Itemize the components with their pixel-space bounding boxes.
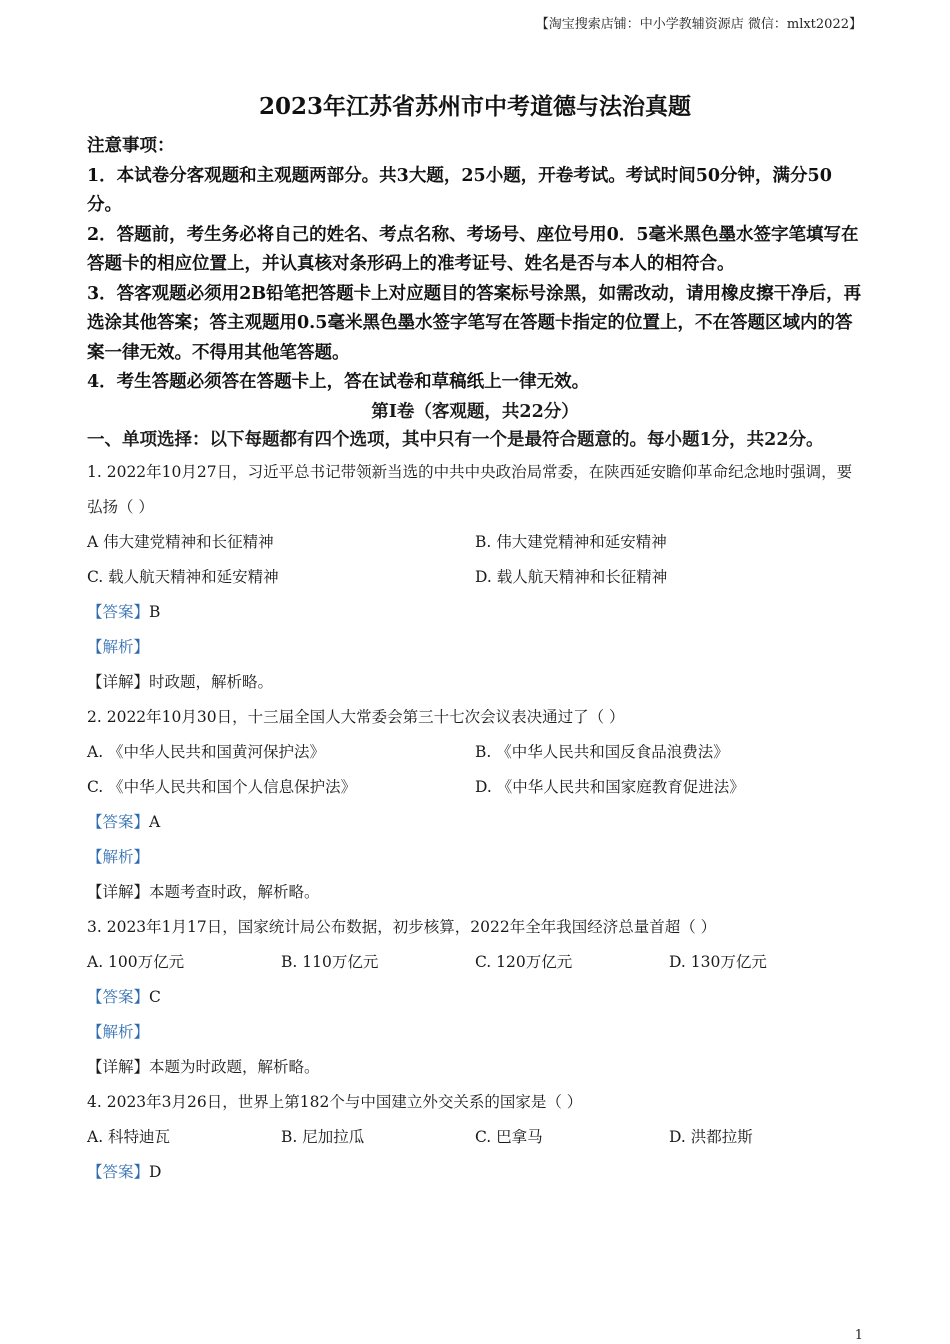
analysis-label: 【解析】 xyxy=(87,1022,150,1041)
question-options xyxy=(87,1120,863,1155)
option-d: D. 《中华人民共和国家庭教育促进法》 xyxy=(475,777,745,796)
document-body xyxy=(87,132,863,1190)
option-c: C. 巴拿马 xyxy=(475,1127,543,1146)
notice-heading: 注意事项： xyxy=(87,136,175,156)
detail-line xyxy=(87,665,863,700)
analysis-line xyxy=(87,630,863,665)
question-options xyxy=(87,735,863,805)
answer-value: A xyxy=(149,812,161,831)
detail-label: 【详解】 xyxy=(87,882,150,901)
question-options xyxy=(87,525,863,595)
notice-item: 1．本试卷分客观题和主观题两部分。共3大题，25小题，开卷考试。考试时间50分钟，满分50分。 xyxy=(87,165,832,215)
option-d: D. 130万亿元 xyxy=(669,952,767,971)
part-title: 第I卷（客观题，共22分） xyxy=(371,401,579,422)
option-c: C. 《中华人民共和国个人信息保护法》 xyxy=(87,777,357,796)
notice-item: 3．答客观题必须用2B铅笔把答题卡上对应题目的答案标号涂黑，如需改动，请用橡皮擦干净后，再选涂其他答案；答主观题用0.5毫米黑色墨水签字笔写在答题卡指定的位置上，不在答题区域内的答案一律无效。不得用其他笔答题。 xyxy=(87,283,862,363)
option-a: A. 100万亿元 xyxy=(87,952,185,971)
detail-text: 时政题，解析略。 xyxy=(149,672,274,691)
notice-item: 2．答题前，考生务必将自己的姓名、考点名称、考场号、座位号用0．5毫米黑色墨水签字笔填写在答题卡的相应位置上，并认真核对条形码上的准考证号、姓名是否与本人的相符合。 xyxy=(87,224,859,274)
detail-text: 本题考查时政，解析略。 xyxy=(149,882,320,901)
header-note: 【淘宝搜索店铺：中小学教辅资源店 微信：mlxt2022】 xyxy=(535,17,862,32)
answer-label: 【答案】 xyxy=(87,1162,150,1181)
question-stem: 2. 2022年10月30日，十三届全国人大常委会第三十七次会议表决通过了（ ） xyxy=(87,707,625,726)
notice-item: 4．考生答题必须答在答题卡上，答在试卷和草稿纸上一律无效。 xyxy=(87,372,590,392)
question-stem: 4. 2023年3月26日，世界上第182个与中国建立外交关系的国家是（ ） xyxy=(87,1092,583,1111)
question-stem: 1. 2022年10月27日，习近平总书记带领新当选的中共中央政治局常委，在陕西延安瞻仰革命纪念地时强调，要弘扬（ ） xyxy=(87,462,853,516)
option-c: C. 120万亿元 xyxy=(475,952,573,971)
answer-value: B xyxy=(149,602,161,621)
analysis-label: 【解析】 xyxy=(87,637,150,656)
detail-text: 本题为时政题，解析略。 xyxy=(149,1057,320,1076)
page-number: 1 xyxy=(854,1328,863,1343)
section-title: 一、单项选择：以下每题都有四个选项，其中只有一个是最符合题意的。每小题1分，共22分。 xyxy=(87,429,824,450)
answer-line xyxy=(87,980,863,1015)
detail-line xyxy=(87,1050,863,1085)
option-d: D. 洪都拉斯 xyxy=(669,1127,753,1146)
answer-value: D xyxy=(149,1162,162,1181)
option-b: B. 110万亿元 xyxy=(281,952,379,971)
detail-line xyxy=(87,875,863,910)
analysis-line xyxy=(87,840,863,875)
page-title: 2023年江苏省苏州市中考道德与法治真题 xyxy=(258,93,691,120)
option-a: A 伟大建党精神和长征精神 xyxy=(87,532,274,551)
answer-label: 【答案】 xyxy=(87,602,150,621)
detail-label: 【详解】 xyxy=(87,1057,150,1076)
question-options xyxy=(87,945,863,980)
analysis-line xyxy=(87,1015,863,1050)
option-d: D. 载人航天精神和长征精神 xyxy=(475,567,668,586)
question-stem: 3. 2023年1月17日，国家统计局公布数据，初步核算，2022年全年我国经济总量首超（ ） xyxy=(87,917,717,936)
option-b: B. 伟大建党精神和延安精神 xyxy=(475,532,667,551)
option-c: C. 载人航天精神和延安精神 xyxy=(87,567,279,586)
option-b: B. 《中华人民共和国反食品浪费法》 xyxy=(475,742,729,761)
option-b: B. 尼加拉瓜 xyxy=(281,1127,365,1146)
answer-line xyxy=(87,1155,863,1190)
detail-label: 【详解】 xyxy=(87,672,150,691)
answer-label: 【答案】 xyxy=(87,987,150,1006)
answer-line xyxy=(87,595,863,630)
analysis-label: 【解析】 xyxy=(87,847,150,866)
answer-value: C xyxy=(149,987,161,1006)
answer-label: 【答案】 xyxy=(87,812,150,831)
answer-line xyxy=(87,805,863,840)
option-a: A. 《中华人民共和国黄河保护法》 xyxy=(87,742,326,761)
option-a: A. 科特迪瓦 xyxy=(87,1127,171,1146)
